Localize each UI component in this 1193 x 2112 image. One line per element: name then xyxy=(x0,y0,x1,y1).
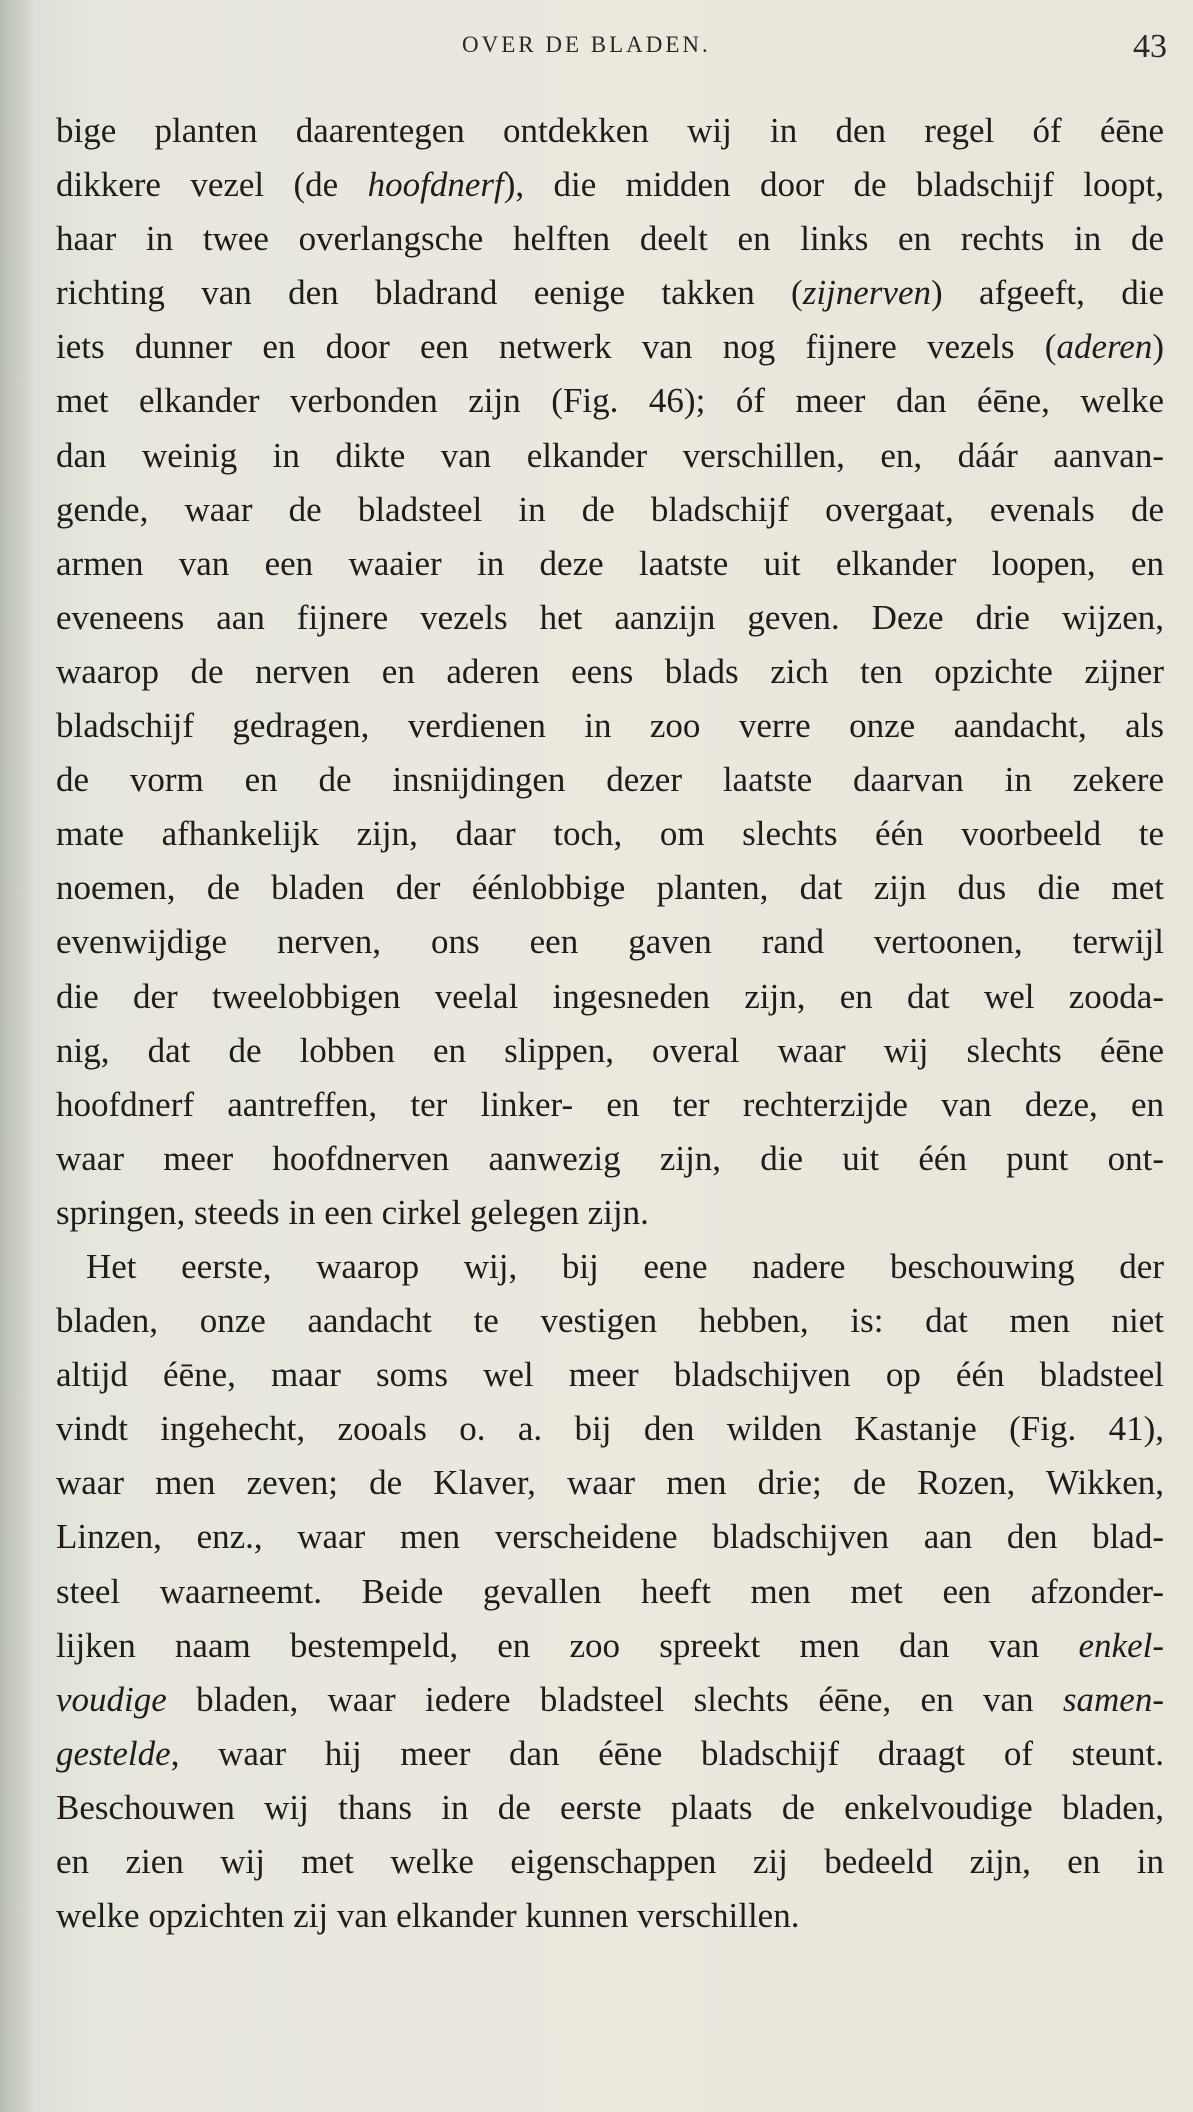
text-segment: bige planten daarentegen ontdekken wij in den regel óf éēne xyxy=(56,111,1164,150)
text-segment: Beschouwen wij thans in de eerste plaats de enkelvoudige bladen, xyxy=(56,1787,1164,1827)
text-line xyxy=(56,1132,1164,1186)
text-segment: evenwijdige nerven, ons een gaven rand vertoonen, terwijl xyxy=(56,922,1164,962)
text-segment: , waar hij meer dan éēne bladschijf draagt of steunt. xyxy=(170,1733,1164,1773)
running-head: OVER DE BLADEN. xyxy=(462,32,711,57)
text-line xyxy=(56,1348,1164,1402)
text-segment: waar men zeven; de Klaver, waar men drie; de Rozen, Wikken, xyxy=(56,1463,1164,1503)
text-segment: Het eerste, waarop wij, bij eene nadere beschouwing der xyxy=(86,1246,1164,1286)
text-line xyxy=(56,483,1164,537)
text-segment: waarop de nerven en aderen eens blads zich ten opzichte zijner xyxy=(56,651,1164,691)
text-line xyxy=(56,1889,1164,1943)
text-line xyxy=(56,970,1164,1024)
text-line xyxy=(56,1835,1164,1889)
text-line xyxy=(56,212,1164,266)
italic-term: samen- xyxy=(1062,1679,1164,1719)
page-header xyxy=(0,28,1193,76)
text-line xyxy=(56,429,1164,483)
text-segment: eveneens aan fijnere vezels het aanzijn geven. Deze drie wijzen, xyxy=(56,597,1164,637)
text-line xyxy=(56,158,1164,212)
text-line xyxy=(56,374,1164,428)
text-segment: ), die midden door de bladschijf loopt, xyxy=(503,165,1164,205)
text-segment: noemen, de bladen der éénlobbige planten, dat zijn dus die met xyxy=(56,868,1164,908)
text-segment: richting van den bladrand eenige takken ( xyxy=(56,273,803,313)
text-line xyxy=(56,1673,1164,1727)
text-segment: bladschijf gedragen, verdienen in zoo verre onze aandacht, als xyxy=(56,706,1164,746)
text-line xyxy=(56,104,1164,158)
text-line xyxy=(56,1078,1164,1132)
text-line xyxy=(56,645,1164,699)
text-segment: ) xyxy=(1152,327,1164,367)
text-segment: mate afhankelijk zijn, daar toch, om slechts één voorbeeld te xyxy=(56,814,1164,854)
text-line xyxy=(56,320,1164,374)
text-line xyxy=(56,1510,1164,1564)
italic-term: gestelde xyxy=(56,1733,171,1773)
text-line xyxy=(56,699,1164,753)
text-line xyxy=(56,266,1164,320)
text-line xyxy=(56,537,1164,591)
text-line xyxy=(56,753,1164,807)
text-line xyxy=(56,1619,1164,1673)
text-line xyxy=(56,861,1164,915)
text-segment: waar meer hoofdnerven aanwezig zijn, die uit één punt ont- xyxy=(56,1138,1164,1178)
text-segment: bladen, onze aandacht te vestigen hebben, is: dat men niet xyxy=(56,1301,1164,1341)
text-line xyxy=(56,1024,1164,1078)
text-segment: welke opzichten zij van elkander kunnen verschillen. xyxy=(56,1896,800,1936)
page-number: 43 xyxy=(1133,28,1167,65)
text-segment: ) afgeeft, die xyxy=(931,273,1164,313)
body-text xyxy=(56,104,1164,1943)
italic-term: zijnerven xyxy=(802,273,931,313)
text-segment: nig, dat de lobben en slippen, overal waar wij slechts éēne xyxy=(56,1030,1164,1070)
text-line xyxy=(56,1727,1164,1781)
text-line xyxy=(56,807,1164,861)
text-line xyxy=(56,1186,1164,1240)
text-segment: iets dunner en door een netwerk van nog fijnere vezels ( xyxy=(56,327,1057,367)
text-segment: altijd éēne, maar soms wel meer bladschijven op één bladsteel xyxy=(56,1355,1164,1395)
text-segment: die der tweelobbigen veelal ingesneden zijn, en dat wel zooda- xyxy=(56,976,1164,1016)
text-segment: lijken naam bestempeld, en zoo spreekt men dan van xyxy=(56,1625,1079,1665)
page-gutter-shadow xyxy=(0,0,34,2112)
text-line xyxy=(56,1781,1164,1835)
text-segment: springen, steeds in een cirkel gelegen zijn. xyxy=(56,1192,649,1232)
text-line xyxy=(56,1402,1164,1456)
text-segment: gende, waar de bladsteel in de bladschijf overgaat, evenals de xyxy=(56,489,1164,529)
text-segment: de vorm en de insnijdingen dezer laatste daarvan in zekere xyxy=(56,760,1164,800)
text-segment: bladen, waar iedere bladsteel slechts éēne, en van xyxy=(166,1679,1063,1719)
text-segment: steel waarneemt. Beide gevallen heeft men met een afzonder- xyxy=(56,1571,1164,1611)
text-line xyxy=(56,591,1164,645)
italic-term: enkel- xyxy=(1078,1625,1164,1665)
italic-term: voudige xyxy=(56,1679,167,1719)
italic-term: aderen xyxy=(1056,327,1153,367)
text-segment: dikkere vezel (de xyxy=(56,165,368,205)
text-segment: Linzen, enz., waar men verscheidene bladschijven aan den blad- xyxy=(56,1517,1164,1557)
text-line xyxy=(56,1456,1164,1510)
text-segment: haar in twee overlangsche helften deelt en links en rechts in de xyxy=(56,219,1164,259)
text-segment: en zien wij met welke eigenschappen zij bedeeld zijn, en in xyxy=(56,1842,1164,1881)
text-line xyxy=(56,1240,1164,1294)
text-line xyxy=(56,1565,1164,1619)
text-segment: hoofdnerf aantreffen, ter linker- en ter rechterzijde van deze, en xyxy=(56,1084,1164,1124)
italic-term: hoofdnerf xyxy=(367,165,504,205)
text-line xyxy=(56,1294,1164,1348)
text-segment: dan weinig in dikte van elkander verschillen, en, dáár aanvan- xyxy=(56,435,1164,475)
text-line xyxy=(56,915,1164,969)
text-segment: met elkander verbonden zijn (Fig. 46); óf meer dan éēne, welke xyxy=(56,381,1164,421)
text-segment: armen van een waaier in deze laatste uit elkander loopen, en xyxy=(56,543,1164,583)
text-segment: vindt ingehecht, zooals o. a. bij den wilden Kastanje (Fig. 41), xyxy=(56,1409,1164,1449)
